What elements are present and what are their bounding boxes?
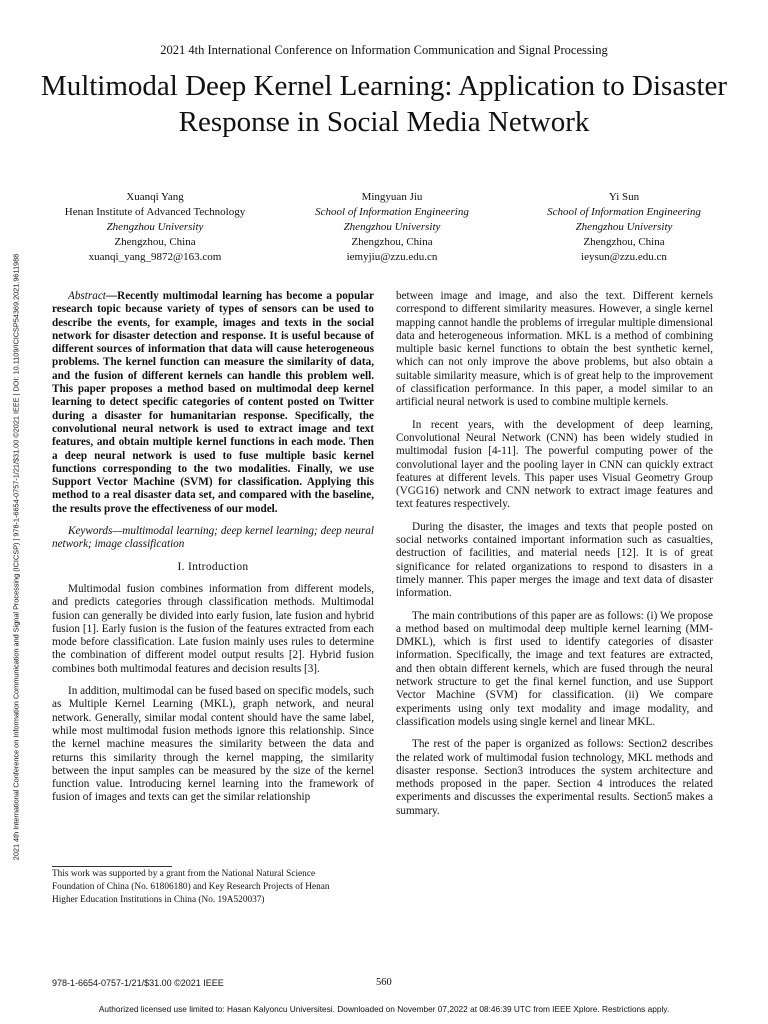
paper-title: Multimodal Deep Kernel Learning: Application to Disaster Response in Social Media Network <box>40 70 728 138</box>
author-city: Zhengzhou, China <box>114 236 196 248</box>
footnote-line: This work was supported by a grant from the National Natural Science <box>52 869 316 879</box>
intro-paragraph-4: During the disaster, the images and texts that people posted on social networks contained important information such as casualties, destruction of facilities, and material needs [12]. It is of great significance for related organizations to respond to disasters in a timely manner. This paper merges the image and text data of disaster information. <box>396 520 713 600</box>
left-column <box>52 290 374 814</box>
footnote-rule <box>52 866 172 867</box>
side-doi-text: 2021 4th International Conference on Information Communication and Signal Processing (ICICSP) | 978-1-6654-0757-1/21/$31.00 ©2021 IEEE | DOI: 10.1109/ICICSP54369.2021.9611988 <box>11 253 21 861</box>
intro-paragraph-5: The main contributions of this paper are as follows: (i) We propose a method based on multimodal deep multiple kernel learning (MM-DMKL), which is first used to identify categories of disaster information. Specifically, the image and text features are extracted, and then obtain different kernels, which are fused through the neural network structure to get the final kernel function, and use Support Vector Machine (SVM) for classification. (ii) We compare experiments using only text modality and image modality, and classification models using single kernel and linear MKL. <box>396 609 713 728</box>
author-email: ieysun@zzu.edu.cn <box>581 251 667 263</box>
author-dept: Henan Institute of Advanced Technology <box>64 206 246 218</box>
author-org: Zhengzhou University <box>106 221 204 233</box>
author-dept: School of Information Engineering <box>315 206 469 218</box>
author-block <box>40 190 744 270</box>
side-doi-strip <box>8 162 24 952</box>
author-city: Zhengzhou, China <box>583 236 665 248</box>
author-name: Xuanqi Yang <box>126 191 184 203</box>
author-name: Yi Sun <box>608 191 640 203</box>
author-org: Zhengzhou University <box>343 221 441 233</box>
footnote-line: Higher Education Institutions in China (No. 19A520037) <box>52 895 265 905</box>
author-city: Zhengzhou, China <box>351 236 433 248</box>
author-email: iemyjiu@zzu.edu.cn <box>346 251 438 263</box>
intro-paragraph-1: Multimodal fusion combines information from different models, and predicts categories through classification methods. Multimodal fusion can generally be divided into early fusion, late fusion and hybrid fusion [1]. Early fusion is the fusion of the features extracted from each mode before classification. Late fusion mainly uses rules to determine the combination of different model output results [2]. Hybrid fusion combines both multimodal features and decision results [3]. <box>52 582 374 675</box>
author-email: xuanqi_yang_9872@163.com <box>88 251 222 263</box>
author-org: Zhengzhou University <box>575 221 673 233</box>
intro-continuation: between image and image, and also the text. Different kernels correspond to different similarity measures. However, a single kernel mapping cannot handle the problems of irregular multiple dimensional data and heterogeneous information. MKL is a method of combining multiple basic kernel functions to obtain the best synthetic kernel, which can not only improve the above problems, but also obtain a suitable similarity measure, which is of great help to the improvement of classification performance. In this paper, a model similar to an artificial neural network is used to combine multiple kernels. <box>396 290 713 409</box>
isbn-line: 978-1-6654-0757-1/21/$31.00 ©2021 IEEE <box>52 978 224 988</box>
author-name: Mingyuan Jiu <box>361 191 423 203</box>
author-3 <box>509 190 739 265</box>
abstract-label: Abstract <box>68 290 106 302</box>
funding-footnote <box>52 868 374 907</box>
abstract-text: —Recently multimodal learning has become a popular research topic because variety of types of sensors can be used to describe the events, for example, images and texts in the social network for disaster detection and response. It is useful because of different sources of information that data will cause heterogeneous problems. The kernel function can measure the similarity of data, and the fusion of different kernels can handle this problem well. This paper proposes a method based on multimodal deep kernel learning to detect specific categories of content posted on Twitter during a disaster for humanitarian response. Specifically, the convolutional neural network is used to extract image and text features, and obtain multiple kernel functions in each mode. Then a deep neural network is used to fuse multiple basic kernel functions corresponding to the two modalities. Finally, we use Support Vector Machine (SVM) for classification. Applying this method to a real disaster data set, and compared with the baseline, the results prove the effectiveness of our model. <box>52 290 374 515</box>
authorized-use-notice: Authorized licensed use limited to: Hasan Kalyoncu Universitesi. Downloaded on November 07,2022 at 08:46:39 UTC from IEEE Xplore. Restrictions apply. <box>98 1004 670 1014</box>
section-heading-introduction: I. Introduction <box>177 560 249 573</box>
page-number: 560 <box>376 977 392 988</box>
conference-header: 2021 4th International Conference on Information Communication and Signal Processing <box>160 43 608 57</box>
author-2 <box>277 190 507 265</box>
intro-paragraph-2: In addition, multimodal can be fused based on specific models, such as Multiple Kernel Learning (MKL), graph network, and neural network. Generally, similar modal content should have the same label, while most multimodal fusion methods ignore this relationship. Since the kernel machine measures the similarity between the data and returns this similarity through the kernel mapping, the similarity between the input samples can be measured by the size of the kernel function value. Introducing kernel learning into the framework of fusion of images and texts can get the similar relationship <box>52 685 374 804</box>
intro-paragraph-6: The rest of the paper is organized as follows: Section2 describes the related work of multimodal fusion technology, MKL methods and disaster response. Section3 introduces the system architecture and methods proposed in the paper. Section 4 introduces the related experiments and discusses the experimental results. Section5 makes a summary. <box>396 738 713 817</box>
intro-paragraph-3: In recent years, with the development of deep learning, Convolutional Neural Network (CNN) has been widely studied in multimodal fusion [4-11]. The powerful computing power of the convolutional layer and the pooling layer in CNN can quickly extract features at different levels. This paper uses Visual Geometry Group (VGG16) network and CNN network to extract image features and text features respectively. <box>396 418 713 511</box>
author-dept: School of Information Engineering <box>547 206 701 218</box>
footnote-line: Foundation of China (No. 61806180) and Key Research Projects of Henan <box>52 882 330 892</box>
author-1 <box>40 190 270 265</box>
keywords: Keywords—multimodal learning; deep kernel learning; deep neural network; image classification <box>52 525 374 551</box>
right-column <box>396 290 713 827</box>
abstract <box>52 290 374 516</box>
